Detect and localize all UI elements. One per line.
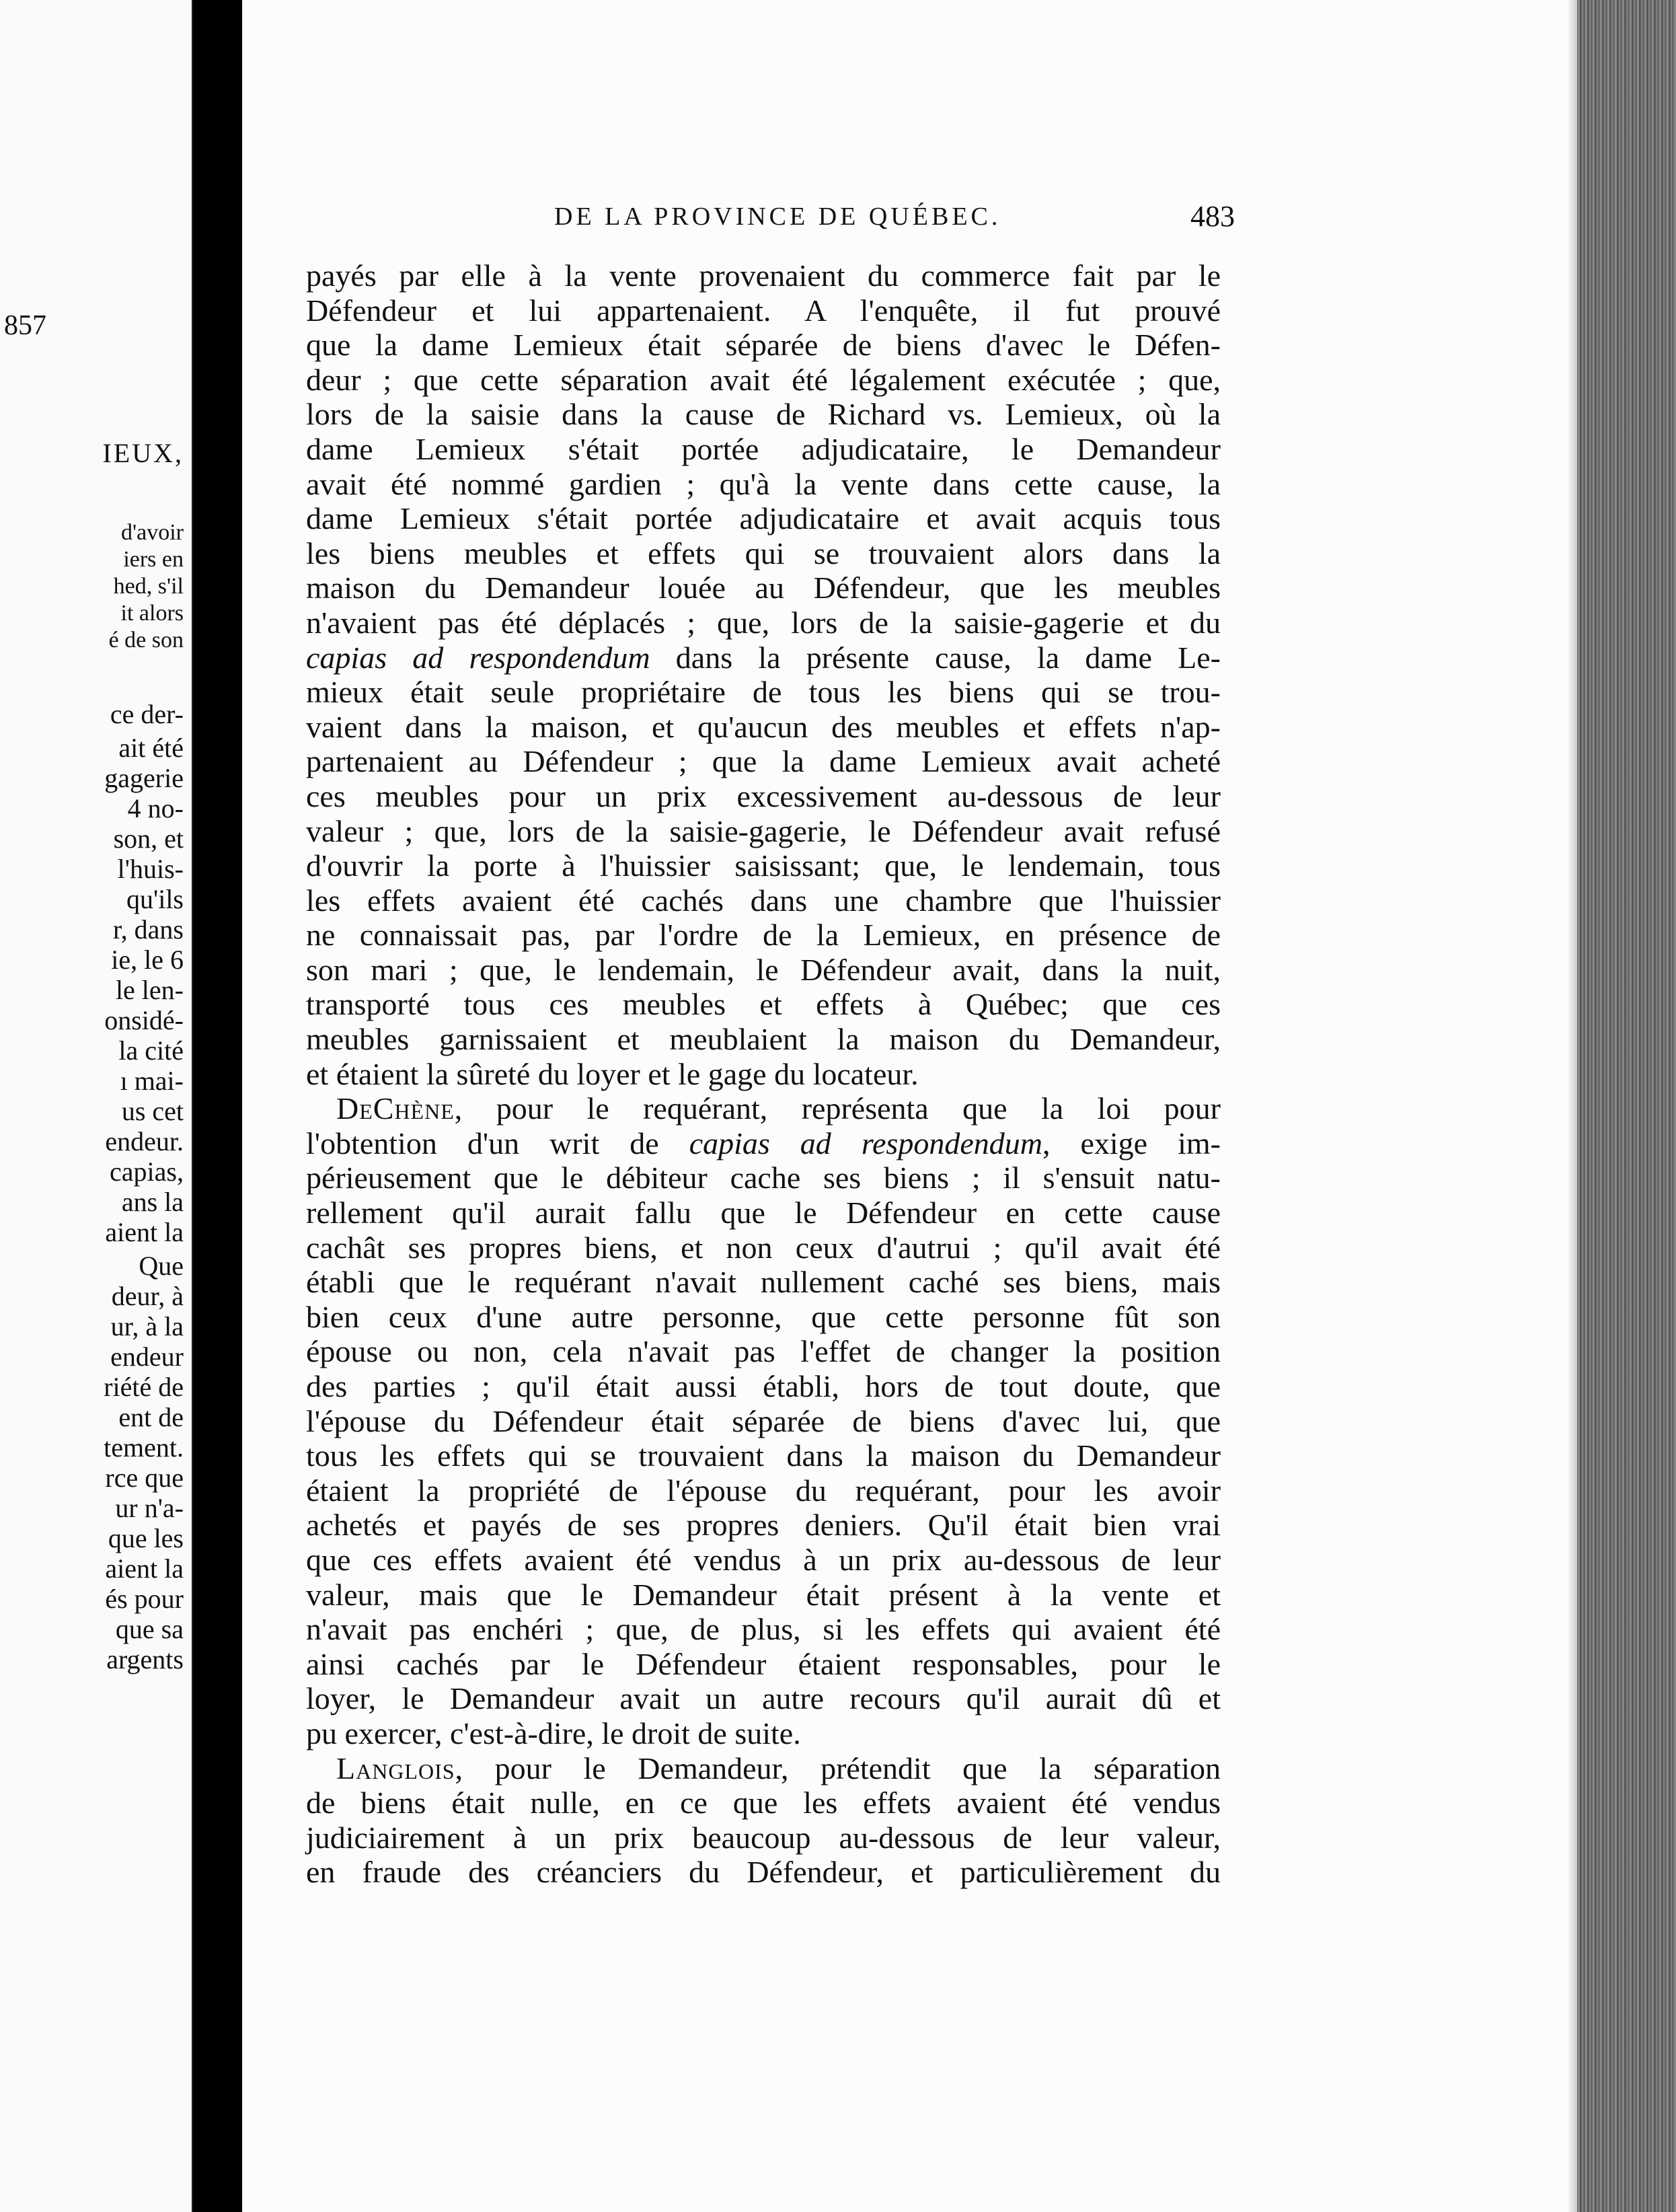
left-text-fragment: capias, xyxy=(110,1156,184,1187)
text-line: achetés et payés de ses propres deniers. Qu'il était bien vrai xyxy=(306,1508,1221,1543)
text-line: n'avait pas enchéri ; que, de plus, si les effets qui avaient été xyxy=(306,1612,1221,1647)
left-text-fragment: 4 no- xyxy=(127,793,184,823)
left-text-fragment: endeur. xyxy=(105,1126,184,1156)
text-line: deur ; que cette séparation avait été légalement exécutée ; que, xyxy=(306,362,1221,397)
left-text-fragment: deur, à xyxy=(111,1281,184,1311)
italic-term: capias ad respondendum xyxy=(689,1126,1042,1160)
text-line xyxy=(306,1091,1221,1126)
text-line: ces meubles pour un prix excessivement au-dessous de leur xyxy=(306,778,1221,813)
left-text-fragment: r, dans xyxy=(112,914,184,945)
text-line: dame Lemieux s'était portée adjudicataire, le Demandeur xyxy=(306,431,1221,466)
text-line: cachât ses propres biens, et non ceux d'autrui ; qu'il avait été xyxy=(306,1230,1221,1265)
left-text-fragment: ı mai- xyxy=(120,1066,184,1096)
left-text-fragment: ce der- xyxy=(110,699,184,729)
previous-page-fragment xyxy=(0,0,193,2212)
text-line xyxy=(306,1126,1221,1161)
left-text-fragment: le len- xyxy=(115,975,184,1005)
text-line: ne connaissait pas, par l'ordre de la Lemieux, en présence de xyxy=(306,918,1221,953)
text-line: son mari ; que, le lendemain, le Défendeur avait, dans la nuit, xyxy=(306,952,1221,987)
left-text-fragment: ans la xyxy=(121,1187,184,1217)
book-page-edges xyxy=(1577,0,1676,2212)
text-line: en fraude des créanciers du Défendeur, et particulièrement du xyxy=(306,1855,1221,1890)
text-line: bien ceux d'une autre personne, que cette personne fût son xyxy=(306,1299,1221,1334)
text-line: mieux était seule propriétaire de tous les biens qui se trou- xyxy=(306,675,1221,710)
text-line: loyer, le Demandeur avait un autre recours qu'il aurait dû et xyxy=(306,1681,1221,1716)
speaker-name: DeChène xyxy=(336,1091,455,1126)
text-span: dans la présente cause, la dame Le- xyxy=(650,640,1221,675)
paragraph-2 xyxy=(306,1091,1221,1750)
left-text-fragment: ent de xyxy=(118,1402,184,1432)
text-line: que la dame Lemieux était séparée de biens d'avec le Défen- xyxy=(306,328,1221,363)
text-line: des parties ; qu'il était aussi établi, hors de tout doute, que xyxy=(306,1369,1221,1403)
left-text-fragment: é de son xyxy=(108,628,184,653)
text-line xyxy=(306,1751,1221,1786)
text-line: meubles garnissaient et meublaient la maison du Demandeur, xyxy=(306,1022,1221,1057)
left-text-fragment: us cet xyxy=(121,1096,184,1126)
left-text-fragment: l'huis- xyxy=(117,854,184,884)
text-line: étaient la propriété de l'épouse du requérant, pour les avoir xyxy=(306,1473,1221,1508)
text-line: avait été nommé gardien ; qu'à la vente dans cette cause, la xyxy=(306,466,1221,501)
left-text-fragment: ur, à la xyxy=(110,1311,184,1341)
left-text-fragment: iers en xyxy=(123,547,184,572)
text-line: dame Lemieux s'était portée adjudicataire et avait acquis tous xyxy=(306,501,1221,536)
text-span: l'obtention d'un writ de xyxy=(306,1126,689,1160)
text-line: et étaient la sûreté du loyer et le gage du locateur. xyxy=(306,1056,919,1091)
text-line: les effets avaient été cachés dans une chambre que l'huissier xyxy=(306,883,1221,918)
text-line: vaient dans la maison, et qu'aucun des meubles et effets n'ap- xyxy=(306,709,1221,744)
text-line: maison du Demandeur louée au Défendeur, que les meubles xyxy=(306,570,1221,605)
left-page-heading: IEUX, xyxy=(102,438,184,468)
left-text-fragment: Que xyxy=(139,1251,184,1281)
left-text-fragment: hed, s'il xyxy=(113,574,184,599)
text-line: ainsi cachés par le Défendeur étaient responsables, pour le xyxy=(306,1646,1221,1681)
text-line: valeur, mais que le Demandeur était présent à la vente et xyxy=(306,1577,1221,1612)
text-line: les biens meubles et effets qui se trouvaient alors dans la xyxy=(306,536,1221,570)
text-line: périeusement que le débiteur cache ses biens ; il s'ensuit natu- xyxy=(306,1160,1221,1195)
left-text-fragment: aient la xyxy=(105,1217,184,1247)
left-text-fragment: qu'ils xyxy=(126,884,184,914)
text-line: transporté tous ces meubles et effets à Québec; que ces xyxy=(306,987,1221,1022)
text-line: judiciairement à un prix beaucoup au-dessous de leur valeur, xyxy=(306,1820,1221,1855)
left-text-fragment: onsidé- xyxy=(104,1005,184,1035)
text-line: Défendeur et lui appartenaient. A l'enquête, il fut prouvé xyxy=(306,293,1221,328)
text-line: que ces effets avaient été vendus à un prix au-dessous de leur xyxy=(306,1542,1221,1577)
paragraph-1 xyxy=(306,258,1221,1091)
text-span: , exige im- xyxy=(1042,1126,1221,1160)
text-line: d'ouvrir la porte à l'huissier saisissant; que, le lendemain, tous xyxy=(306,848,1221,883)
text-line: établi que le requérant n'avait nullement caché ses biens, mais xyxy=(306,1265,1221,1300)
paragraph-3 xyxy=(306,1751,1221,1890)
text-line: n'avaient pas été déplacés ; que, lors de la saisie-gagerie et du xyxy=(306,605,1221,640)
left-page-number: 857 xyxy=(4,310,46,341)
page-number: 483 xyxy=(1190,200,1235,233)
text-line: épouse ou non, cela n'avait pas l'effet de changer la position xyxy=(306,1334,1221,1369)
speaker-name: Langlois xyxy=(336,1750,455,1785)
text-line: valeur ; que, lors de la saisie-gagerie, le Défendeur avait refusé xyxy=(306,813,1221,848)
left-text-fragment: tement. xyxy=(104,1432,184,1463)
text-line: tous les effets qui se trouvaient dans la maison du Demandeur xyxy=(306,1438,1221,1473)
text-line: pu exercer, c'est-à-dire, le droit de suite. xyxy=(306,1716,801,1750)
running-title: DE LA PROVINCE DE QUÉBEC. xyxy=(554,202,1001,231)
left-text-fragment: ie, le 6 xyxy=(111,945,184,975)
left-text-fragment: rce que xyxy=(105,1463,184,1493)
text-line: partenaient au Défendeur ; que la dame Lemieux avait acheté xyxy=(306,744,1221,779)
text-span: , pour le requérant, représenta que la loi pour xyxy=(454,1091,1221,1126)
left-text-fragment: riété de xyxy=(104,1372,184,1402)
body-text xyxy=(306,258,1221,1890)
text-line xyxy=(306,640,1221,675)
left-text-fragment: que les xyxy=(108,1523,184,1553)
left-text-fragment: la cité xyxy=(118,1035,184,1066)
text-line: payés par elle à la vente provenaient du commerce fait par le xyxy=(306,258,1221,293)
left-text-fragment: aient la xyxy=(105,1553,184,1584)
italic-term: capias ad respondendum xyxy=(306,640,650,675)
text-line: rellement qu'il aurait fallu que le Défendeur en cette cause xyxy=(306,1195,1221,1230)
left-text-fragment: ur n'a- xyxy=(115,1493,184,1523)
left-text-fragment: és pour xyxy=(105,1584,184,1614)
text-line: de biens était nulle, en ce que les effets avaient été vendus xyxy=(306,1785,1221,1820)
left-text-fragment: it alors xyxy=(120,601,184,626)
left-text-fragment: son, et xyxy=(113,823,184,854)
left-text-fragment: d'avoir xyxy=(121,520,184,545)
left-text-fragment: que sa xyxy=(115,1614,184,1644)
text-line: l'épouse du Défendeur était séparée de biens d'avec lui, que xyxy=(306,1403,1221,1438)
left-text-fragment: ait été xyxy=(118,733,184,763)
left-text-fragment: argents xyxy=(106,1644,184,1674)
text-span: , pour le Demandeur, prétendit que la séparation xyxy=(455,1750,1221,1785)
left-text-fragment: gagerie xyxy=(104,763,184,793)
text-line: lors de la saisie dans la cause de Richard vs. Lemieux, où la xyxy=(306,397,1221,432)
left-text-fragment: endeur xyxy=(110,1341,184,1372)
